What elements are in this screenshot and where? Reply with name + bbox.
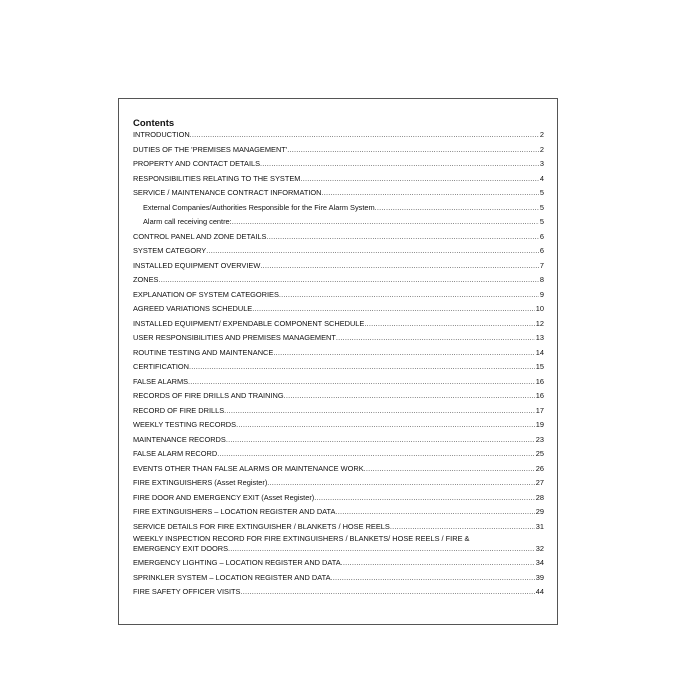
toc-leader-dots — [236, 420, 535, 430]
toc-leader-dots — [228, 544, 535, 554]
toc-entry-page: 17 — [535, 405, 544, 415]
toc-entry-page: 5 — [539, 217, 544, 226]
toc-entry-title: SERVICE / MAINTENANCE CONTRACT INFORMATION — [133, 188, 322, 197]
toc-entry[interactable] — [133, 522, 544, 532]
toc-entry-page: 29 — [535, 507, 544, 516]
toc-entry-title-line2: EMERGENCY EXIT DOORS — [133, 543, 229, 553]
toc-leader-dots — [252, 304, 535, 314]
toc-leader-dots — [321, 188, 538, 198]
toc-entry-title: INSTALLED EQUIPMENT/ EXPENDABLE COMPONENT SCHEDULE — [133, 318, 365, 328]
toc-entry-page: 5 — [539, 202, 544, 212]
toc-leader-dots — [226, 435, 535, 445]
toc-leader-dots — [267, 478, 534, 488]
toc-leader-dots — [335, 507, 534, 517]
toc-entry-page: 44 — [535, 587, 544, 596]
toc-leader-dots — [364, 464, 535, 474]
toc-leader-dots — [217, 449, 535, 459]
toc-entry[interactable] — [133, 319, 544, 329]
toc-entry-title-line1: WEEKLY INSPECTION RECORD FOR FIRE EXTINGUISHERS / BLANKETS/ HOSE REELS / FIRE & — [133, 534, 470, 543]
toc-entry[interactable] — [133, 391, 544, 401]
toc-leader-dots — [190, 130, 539, 140]
toc-entry-page: 6 — [539, 246, 544, 255]
toc-leader-dots — [188, 377, 535, 387]
toc-entry-page: 2 — [539, 130, 544, 139]
toc-entry-title: Alarm call receiving centre: — [143, 217, 232, 226]
toc-entry-title: External Companies/Authorities Responsible for the Fire Alarm System — [143, 202, 375, 212]
toc-leader-dots — [287, 145, 539, 155]
toc-entry-page: 9 — [539, 289, 544, 299]
toc-entry[interactable] — [133, 348, 544, 358]
toc-leader-dots — [314, 493, 535, 503]
toc-leader-dots — [336, 333, 535, 343]
toc-entry-title: FIRE SAFETY OFFICER VISITS — [133, 587, 241, 596]
toc-entry[interactable] — [133, 464, 544, 474]
toc-entry-page: 3 — [539, 159, 544, 168]
toc-entry-page: 32 — [535, 543, 544, 553]
document-page — [118, 98, 558, 625]
toc-entry-page: 16 — [535, 376, 544, 386]
toc-leader-dots — [364, 319, 534, 329]
toc-leader-dots — [232, 217, 539, 227]
toc-entry-page: 15 — [535, 362, 544, 371]
toc-entry-title: FIRE DOOR AND EMERGENCY EXIT (Asset Register) — [133, 492, 315, 502]
toc-entry-title: RESPONSIBILITIES RELATING TO THE SYSTEM — [133, 173, 301, 183]
toc-leader-dots — [260, 261, 539, 271]
toc-entry-page: 16 — [535, 391, 544, 400]
contents-heading: Contents — [133, 118, 175, 129]
toc-entry[interactable] — [133, 304, 544, 314]
toc-entry-title: ZONES — [133, 275, 159, 284]
toc-entry[interactable] — [133, 232, 544, 242]
toc-entry-title: SERVICE DETAILS FOR FIRE EXTINGUISHER / BLANKETS / HOSE REELS — [133, 521, 390, 531]
toc-entry[interactable] — [133, 145, 544, 155]
toc-entry-title: FIRE EXTINGUISHERS – LOCATION REGISTER AND DATA — [133, 507, 336, 516]
toc-entry-title: FALSE ALARM RECORD — [133, 449, 218, 458]
toc-entry-page: 6 — [539, 231, 544, 241]
toc-entry-title: EMERGENCY LIGHTING – LOCATION REGISTER AND DATA — [133, 558, 341, 567]
toc-entry[interactable] — [133, 246, 544, 256]
toc-leader-dots — [158, 275, 538, 285]
toc-entry-page: 4 — [539, 173, 544, 183]
toc-entry-page: 28 — [535, 492, 544, 502]
toc-entry[interactable] — [133, 573, 544, 583]
toc-entry[interactable] — [133, 362, 544, 372]
toc-entry-page: 14 — [535, 347, 544, 357]
toc-entry-title: CERTIFICATION — [133, 362, 189, 371]
toc-entry[interactable] — [133, 435, 544, 445]
toc-entry-page: 34 — [535, 558, 544, 567]
toc-entry-page: 12 — [535, 318, 544, 328]
toc-entry-title: EXPLANATION OF SYSTEM CATEGORIES — [133, 289, 279, 299]
toc-leader-dots — [224, 406, 535, 416]
toc-leader-dots — [266, 232, 538, 242]
toc-entry-title: PROPERTY AND CONTACT DETAILS — [133, 159, 261, 168]
toc-entry-page: 39 — [535, 572, 544, 582]
toc-entry-title: EVENTS OTHER THAN FALSE ALARMS OR MAINTENANCE WORK — [133, 463, 364, 473]
toc-leader-dots — [273, 348, 534, 358]
toc-entry[interactable] — [133, 333, 544, 343]
toc-entry-title: RECORDS OF FIRE DRILLS AND TRAINING — [133, 391, 284, 400]
toc-leader-dots — [260, 159, 539, 169]
toc-entry-title: SYSTEM CATEGORY — [133, 246, 207, 255]
toc-leader-dots — [341, 558, 535, 568]
toc-entry-title: DUTIES OF THE 'PREMISES MANAGEMENT' — [133, 144, 288, 154]
toc-entry-page: 25 — [535, 449, 544, 458]
toc-entry-title: RECORD OF FIRE DRILLS — [133, 405, 225, 415]
toc-entry[interactable] — [133, 188, 544, 198]
toc-subentry[interactable] — [143, 203, 544, 213]
toc-entry-title: WEEKLY TESTING RECORDS — [133, 420, 237, 429]
toc-leader-dots — [240, 587, 534, 597]
toc-entry-page: 23 — [535, 434, 544, 444]
toc-entry-page: 2 — [539, 144, 544, 154]
toc-entry-page: 5 — [539, 188, 544, 197]
toc-entry-title: ROUTINE TESTING AND MAINTENANCE — [133, 347, 274, 357]
toc-entry-page: 31 — [535, 521, 544, 531]
toc-entry-page: 8 — [539, 275, 544, 284]
toc-entry[interactable] — [133, 290, 544, 300]
toc-leader-dots — [375, 203, 539, 213]
toc-entry-page: 7 — [539, 260, 544, 270]
toc-entry[interactable] — [133, 587, 544, 597]
toc-entry[interactable] — [133, 130, 544, 140]
toc-entry[interactable] — [133, 507, 544, 517]
toc-entry-page: 19 — [535, 420, 544, 429]
toc-subentry[interactable] — [143, 217, 544, 227]
toc-entry-title: AGREED VARIATIONS SCHEDULE — [133, 304, 253, 313]
toc-entry[interactable] — [133, 558, 544, 568]
toc-leader-dots — [206, 246, 539, 256]
toc-entry[interactable] — [133, 420, 544, 430]
toc-entry[interactable] — [133, 174, 544, 184]
toc-entry-page: 26 — [535, 463, 544, 473]
toc-leader-dots — [284, 391, 535, 401]
toc-entry-title: USER RESPONSIBILITIES AND PREMISES MANAGEMENT — [133, 333, 336, 342]
toc-entry[interactable] — [133, 493, 544, 503]
toc-entry-title: FALSE ALARMS — [133, 376, 189, 386]
toc-entry[interactable] — [133, 275, 544, 285]
toc-entry[interactable] — [133, 261, 544, 271]
toc-leader-dots — [390, 522, 535, 532]
toc-entry-title: CONTROL PANEL AND ZONE DETAILS — [133, 231, 267, 241]
toc-entry[interactable] — [133, 406, 544, 416]
toc-leader-dots — [189, 362, 535, 372]
toc-leader-dots — [331, 573, 535, 583]
toc-entry[interactable] — [133, 449, 544, 459]
toc-entry-page: 13 — [535, 333, 544, 342]
toc-entry-title: FIRE EXTINGUISHERS (Asset Register) — [133, 478, 268, 487]
toc-entry[interactable] — [133, 478, 544, 488]
toc-entry[interactable] — [133, 159, 544, 169]
toc-entry-page: 10 — [535, 304, 544, 313]
toc-entry[interactable] — [133, 377, 544, 387]
toc-entry-page: 27 — [535, 478, 544, 487]
toc-entry-title: INSTALLED EQUIPMENT OVERVIEW — [133, 260, 261, 270]
toc-leader-dots — [300, 174, 538, 184]
toc-entry-title: SPRINKLER SYSTEM – LOCATION REGISTER AND DATA — [133, 572, 331, 582]
toc-entry-title: INTRODUCTION — [133, 130, 190, 139]
toc-entry-two-line[interactable] — [133, 534, 544, 553]
toc-leader-dots — [279, 290, 539, 300]
toc-entry-title: MAINTENANCE RECORDS — [133, 434, 226, 444]
